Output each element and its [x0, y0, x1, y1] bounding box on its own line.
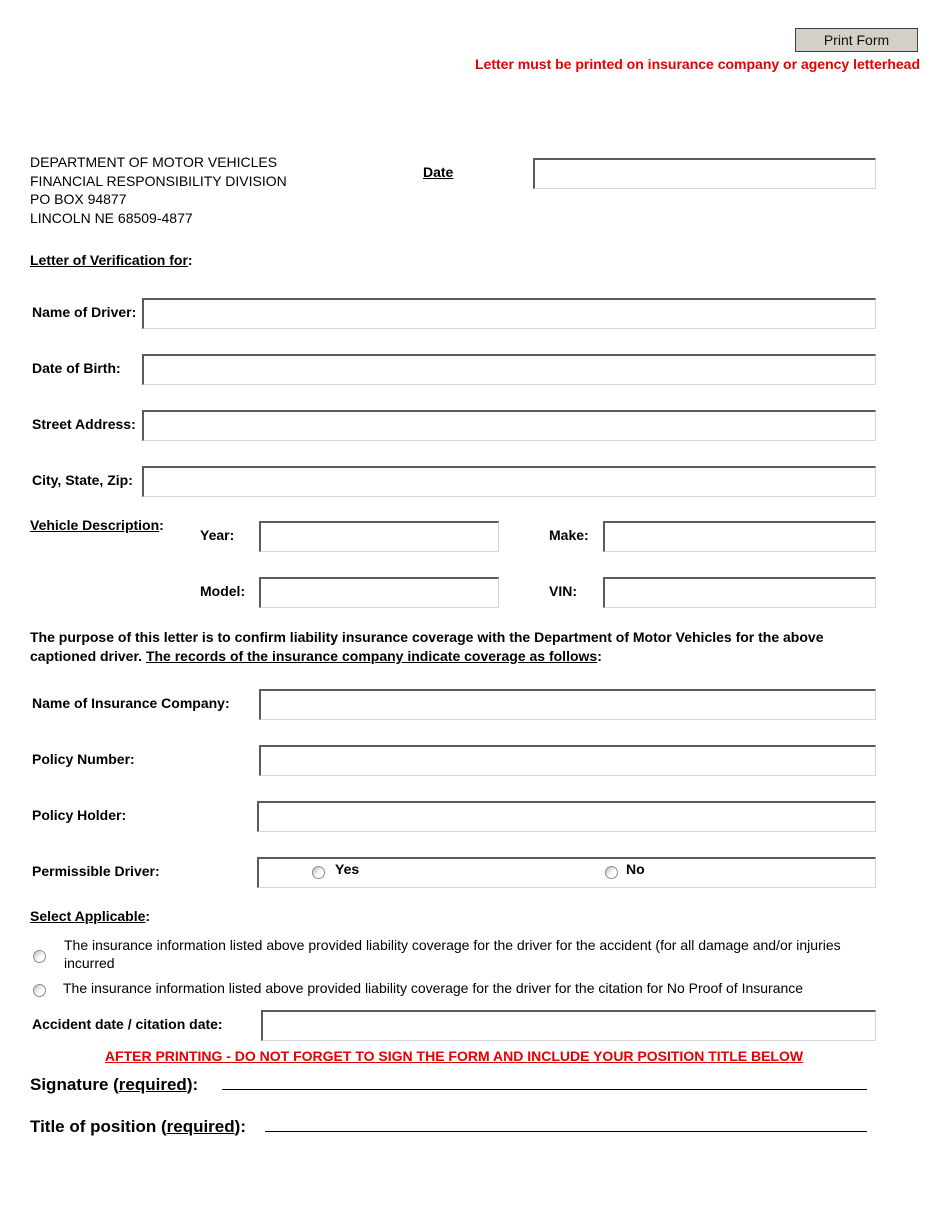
- insurance-company-label: Name of Insurance Company:: [32, 695, 230, 711]
- dob-field[interactable]: [142, 354, 876, 385]
- vin-field[interactable]: [603, 577, 876, 608]
- policy-number-field[interactable]: [259, 745, 876, 776]
- permissible-yes-radio[interactable]: [312, 866, 325, 879]
- city-state-zip-label: City, State, Zip:: [32, 472, 133, 488]
- dmv-address: [30, 153, 287, 227]
- permissible-no-label: No: [626, 861, 645, 877]
- street-address-label: Street Address:: [32, 416, 136, 432]
- date-field[interactable]: [533, 158, 876, 189]
- citation-coverage-text: The insurance information listed above provided liability coverage for the driver for the citation for No Proof of Insurance: [63, 980, 804, 996]
- make-field[interactable]: [603, 521, 876, 552]
- policy-number-label: Policy Number:: [32, 751, 135, 767]
- policy-holder-field[interactable]: [257, 801, 876, 832]
- address-line-2: FINANCIAL RESPONSIBILITY DIVISION: [30, 172, 287, 189]
- select-applicable-heading: Select Applicable:: [30, 908, 151, 924]
- accident-date-label: Accident date / citation date:: [32, 1016, 223, 1032]
- letterhead-notice: Letter must be printed on insurance company or agency letterhead: [475, 56, 920, 72]
- address-line-4: LINCOLN NE 68509-4877: [30, 209, 193, 226]
- accident-coverage-radio[interactable]: [33, 950, 46, 963]
- model-field[interactable]: [259, 577, 499, 608]
- street-address-field[interactable]: [142, 410, 876, 441]
- vin-label: VIN:: [549, 583, 577, 599]
- citation-coverage-radio[interactable]: [33, 984, 46, 997]
- verification-heading: Letter of Verification for:: [30, 252, 193, 268]
- address-line-1: DEPARTMENT OF MOTOR VEHICLES: [30, 154, 278, 170]
- insurance-company-field[interactable]: [259, 689, 876, 720]
- signature-label: Signature (required):: [30, 1075, 199, 1094]
- title-of-position-label: Title of position (required):: [30, 1117, 246, 1136]
- year-label: Year:: [200, 527, 235, 543]
- year-field[interactable]: [259, 521, 499, 552]
- print-form-button[interactable]: Print Form: [795, 28, 918, 52]
- after-printing-notice: AFTER PRINTING - DO NOT FORGET TO SIGN THE FORM AND INCLUDE YOUR POSITION TITLE BELOW: [104, 1048, 804, 1064]
- city-state-zip-field[interactable]: [142, 466, 876, 497]
- make-label: Make:: [549, 527, 589, 543]
- purpose-paragraph: The purpose of this letter is to confirm liability insurance coverage with the Department of Motor Vehicles for the above captioned driver. The records of the insurance company indicate coverage as follows:: [30, 629, 824, 664]
- driver-name-label: Name of Driver:: [32, 304, 137, 320]
- accident-coverage-text: The insurance information listed above provided liability coverage for the driver for the accident (for all damage and/or injuries incurred: [64, 937, 841, 971]
- dob-label: Date of Birth:: [32, 360, 121, 376]
- address-line-3: PO BOX 94877: [30, 191, 127, 207]
- permissible-no-radio[interactable]: [605, 866, 618, 879]
- title-of-position-line[interactable]: [265, 1131, 867, 1132]
- permissible-yes-label: Yes: [335, 861, 360, 877]
- vehicle-description-heading: Vehicle Description:: [30, 517, 164, 533]
- accident-date-field[interactable]: [261, 1010, 876, 1041]
- date-label: Date: [423, 164, 454, 180]
- model-label: Model:: [200, 583, 246, 599]
- permissible-driver-label: Permissible Driver:: [32, 863, 160, 879]
- signature-line[interactable]: [222, 1089, 867, 1090]
- policy-holder-label: Policy Holder:: [32, 807, 127, 823]
- driver-name-field[interactable]: [142, 298, 876, 329]
